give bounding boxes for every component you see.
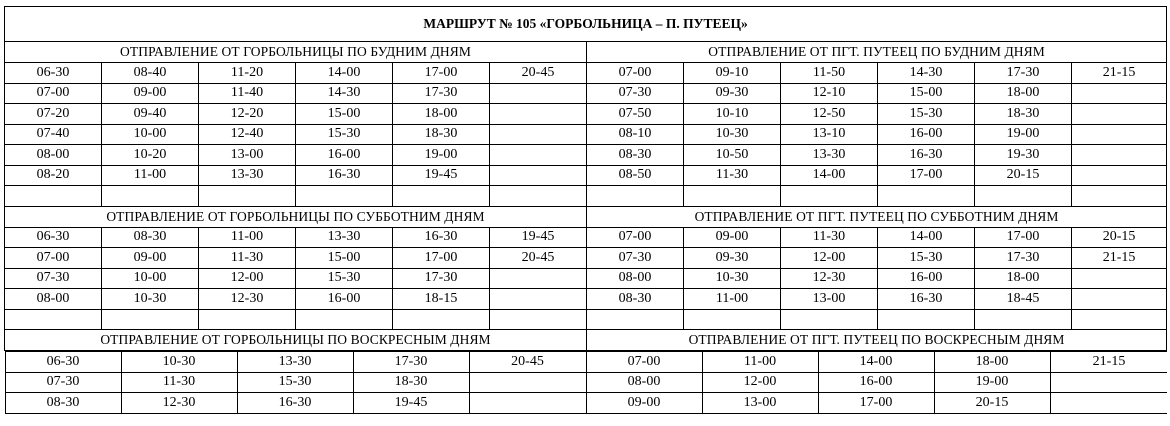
time-cell: 16-00 (878, 124, 975, 145)
time-cell: 06-30 (5, 227, 102, 248)
time-cell: 15-00 (296, 248, 393, 269)
time-cell: 16-30 (878, 289, 975, 310)
section-header-row-weekdays (5, 42, 1167, 63)
time-cell: 17-30 (975, 248, 1072, 269)
time-cell: 11-30 (199, 248, 296, 269)
time-cell: 12-30 (781, 268, 878, 289)
time-cell: 15-30 (878, 248, 975, 269)
time-cell: 20-15 (934, 393, 1050, 414)
time-cell: 10-30 (121, 352, 237, 373)
time-cell: 16-30 (296, 165, 393, 186)
table-row (5, 289, 1167, 310)
time-cell: 12-00 (199, 268, 296, 289)
time-cell: 08-10 (587, 124, 684, 145)
time-cell: 15-30 (296, 268, 393, 289)
time-cell: 09-30 (684, 83, 781, 104)
time-cell: 17-30 (393, 83, 490, 104)
time-cell: 12-50 (781, 104, 878, 125)
time-cell: 18-30 (975, 104, 1072, 125)
time-cell: 12-30 (121, 393, 237, 414)
time-cell: 11-30 (781, 227, 878, 248)
time-cell: 13-30 (199, 165, 296, 186)
table-row (5, 83, 1167, 104)
table-row (5, 165, 1167, 186)
time-cell: 21-15 (1072, 248, 1167, 269)
time-cell: 07-00 (586, 352, 702, 373)
time-cell (490, 309, 587, 330)
time-cell: 10-10 (684, 104, 781, 125)
time-cell (1050, 393, 1167, 414)
time-cell: 19-45 (490, 227, 587, 248)
table-row (5, 352, 1167, 373)
time-cell: 10-30 (684, 268, 781, 289)
time-cell: 14-00 (878, 227, 975, 248)
table-row (5, 248, 1167, 269)
time-cell: 07-00 (5, 248, 102, 269)
time-cell: 18-30 (353, 372, 469, 393)
time-cell: 19-00 (975, 124, 1072, 145)
time-cell: 16-30 (237, 393, 353, 414)
time-cell: 09-00 (586, 393, 702, 414)
time-cell (878, 186, 975, 207)
time-cell (490, 104, 587, 125)
time-cell: 12-00 (702, 372, 818, 393)
time-cell: 14-00 (781, 165, 878, 186)
time-cell: 08-20 (5, 165, 102, 186)
table-row (5, 268, 1167, 289)
time-cell: 07-30 (5, 372, 121, 393)
time-cell: 07-50 (587, 104, 684, 125)
table-row (5, 124, 1167, 145)
time-cell (469, 393, 586, 414)
time-cell: 19-00 (934, 372, 1050, 393)
time-cell: 08-40 (102, 63, 199, 84)
time-cell (490, 83, 587, 104)
time-cell: 14-30 (296, 83, 393, 104)
time-cell (1050, 372, 1167, 393)
time-cell: 16-00 (818, 372, 934, 393)
section-header-row-sundays (5, 330, 1167, 351)
time-cell: 11-00 (702, 352, 818, 373)
time-cell: 14-00 (818, 352, 934, 373)
time-cell: 16-00 (296, 145, 393, 166)
time-cell: 20-15 (1072, 227, 1167, 248)
time-cell: 15-30 (237, 372, 353, 393)
time-cell: 21-15 (1072, 63, 1167, 84)
section-header-sundays-right: ОТПРАВЛЕНИЕ ОТ ПГТ. ПУТЕЕЦ ПО ВОСКРЕСНЫМ ДНЯМ (587, 330, 1167, 351)
time-cell (490, 145, 587, 166)
schedule-sheet (4, 6, 1166, 422)
time-cell: 09-30 (684, 248, 781, 269)
time-cell (684, 186, 781, 207)
time-cell (587, 309, 684, 330)
time-cell (1072, 83, 1167, 104)
time-cell: 10-20 (102, 145, 199, 166)
time-cell: 16-00 (296, 289, 393, 310)
time-cell (199, 309, 296, 330)
time-cell (684, 309, 781, 330)
time-cell (490, 268, 587, 289)
time-cell: 06-30 (5, 63, 102, 84)
time-cell: 13-30 (781, 145, 878, 166)
time-cell (490, 186, 587, 207)
table-row (5, 104, 1167, 125)
time-cell: 13-10 (781, 124, 878, 145)
time-cell: 07-30 (587, 83, 684, 104)
time-cell: 20-45 (490, 248, 587, 269)
route-title: МАРШРУТ № 105 «ГОРБОЛЬНИЦА – П. ПУТЕЕЦ» (5, 7, 1167, 42)
time-cell: 18-00 (975, 268, 1072, 289)
time-cell (5, 309, 102, 330)
time-cell: 16-30 (878, 145, 975, 166)
time-cell: 16-00 (878, 268, 975, 289)
time-cell: 08-50 (587, 165, 684, 186)
time-cell: 08-30 (5, 393, 121, 414)
section-header-weekdays-left: ОТПРАВЛЕНИЕ ОТ ГОРБОЛЬНИЦЫ ПО БУДНИМ ДНЯМ (5, 42, 587, 63)
time-cell: 11-50 (781, 63, 878, 84)
time-cell: 09-10 (684, 63, 781, 84)
time-cell: 18-00 (934, 352, 1050, 373)
time-cell (199, 186, 296, 207)
time-cell: 10-00 (102, 124, 199, 145)
table-row (5, 145, 1167, 166)
time-cell (490, 289, 587, 310)
section-header-weekdays-right: ОТПРАВЛЕНИЕ ОТ ПГТ. ПУТЕЕЦ ПО БУДНИМ ДНЯМ (587, 42, 1167, 63)
time-cell (1072, 104, 1167, 125)
time-cell (5, 186, 102, 207)
time-cell (1072, 289, 1167, 310)
time-cell: 18-45 (975, 289, 1072, 310)
section-header-saturdays-left: ОТПРАВЛЕНИЕ ОТ ГОРБОЛЬНИЦЫ ПО СУББОТНИМ ДНЯМ (5, 206, 587, 227)
time-cell: 17-00 (818, 393, 934, 414)
time-cell: 08-30 (102, 227, 199, 248)
time-cell: 07-30 (5, 268, 102, 289)
section-header-row-saturdays (5, 206, 1167, 227)
time-cell: 09-00 (102, 248, 199, 269)
time-cell (490, 124, 587, 145)
time-cell (975, 309, 1072, 330)
time-cell (587, 186, 684, 207)
time-cell: 10-50 (684, 145, 781, 166)
time-cell: 08-30 (587, 145, 684, 166)
section-header-saturdays-right: ОТПРАВЛЕНИЕ ОТ ПГТ. ПУТЕЕЦ ПО СУББОТНИМ ДНЯМ (587, 206, 1167, 227)
time-cell (393, 186, 490, 207)
time-cell: 07-20 (5, 104, 102, 125)
time-cell (781, 186, 878, 207)
time-cell: 12-20 (199, 104, 296, 125)
time-cell (1072, 268, 1167, 289)
time-cell: 12-10 (781, 83, 878, 104)
table-row (5, 309, 1167, 330)
time-cell: 08-00 (5, 289, 102, 310)
time-cell (469, 372, 586, 393)
time-cell: 12-00 (781, 248, 878, 269)
time-cell (393, 309, 490, 330)
time-cell: 12-40 (199, 124, 296, 145)
time-cell: 16-30 (393, 227, 490, 248)
time-cell: 17-30 (353, 352, 469, 373)
time-cell: 19-45 (353, 393, 469, 414)
time-cell: 14-30 (878, 63, 975, 84)
time-cell: 17-00 (975, 227, 1072, 248)
time-cell: 13-00 (199, 145, 296, 166)
time-cell (1072, 309, 1167, 330)
time-cell (1072, 165, 1167, 186)
time-cell: 11-00 (684, 289, 781, 310)
time-cell: 06-30 (5, 352, 121, 373)
schedule-table (4, 6, 1167, 414)
time-cell: 08-30 (587, 289, 684, 310)
table-row (5, 227, 1167, 248)
time-cell: 09-40 (102, 104, 199, 125)
time-cell: 13-00 (781, 289, 878, 310)
time-cell: 19-00 (393, 145, 490, 166)
time-cell: 21-15 (1050, 352, 1167, 373)
time-cell (296, 309, 393, 330)
time-cell: 13-30 (237, 352, 353, 373)
time-cell: 18-00 (975, 83, 1072, 104)
time-cell: 10-30 (102, 289, 199, 310)
time-cell: 18-15 (393, 289, 490, 310)
time-cell (975, 186, 1072, 207)
time-cell: 13-00 (702, 393, 818, 414)
time-cell: 17-00 (393, 63, 490, 84)
time-cell (102, 309, 199, 330)
table-row (5, 186, 1167, 207)
time-cell: 07-30 (587, 248, 684, 269)
time-cell (878, 309, 975, 330)
time-cell (296, 186, 393, 207)
time-cell: 11-00 (199, 227, 296, 248)
time-cell (102, 186, 199, 207)
time-cell: 15-00 (878, 83, 975, 104)
time-cell (1072, 145, 1167, 166)
table-row (5, 372, 1167, 393)
time-cell: 17-30 (393, 268, 490, 289)
time-cell: 20-15 (975, 165, 1072, 186)
time-cell: 10-00 (102, 268, 199, 289)
table-row (5, 63, 1167, 84)
time-cell: 15-30 (296, 124, 393, 145)
time-cell: 17-30 (975, 63, 1072, 84)
time-cell (490, 165, 587, 186)
sunday-subtable (5, 351, 1167, 414)
time-cell: 17-00 (878, 165, 975, 186)
section-header-sundays-left: ОТПРАВЛЕНИЕ ОТ ГОРБОЛЬНИЦЫ ПО ВОСКРЕСНЫМ ДНЯМ (5, 330, 587, 351)
time-cell: 07-40 (5, 124, 102, 145)
time-cell: 13-30 (296, 227, 393, 248)
time-cell: 14-00 (296, 63, 393, 84)
time-cell: 20-45 (490, 63, 587, 84)
time-cell: 09-00 (102, 83, 199, 104)
time-cell: 07-00 (587, 227, 684, 248)
time-cell: 20-45 (469, 352, 586, 373)
time-cell: 11-30 (121, 372, 237, 393)
time-cell: 11-30 (684, 165, 781, 186)
time-cell: 10-30 (684, 124, 781, 145)
time-cell: 11-20 (199, 63, 296, 84)
time-cell: 09-00 (684, 227, 781, 248)
time-cell (1072, 186, 1167, 207)
time-cell: 18-30 (393, 124, 490, 145)
sunday-rows-wrapper (5, 351, 1167, 414)
time-cell: 08-00 (586, 372, 702, 393)
time-cell (781, 309, 878, 330)
time-cell: 18-00 (393, 104, 490, 125)
time-cell: 11-00 (102, 165, 199, 186)
table-row (5, 393, 1167, 414)
time-cell: 15-30 (878, 104, 975, 125)
time-cell: 17-00 (393, 248, 490, 269)
time-cell: 11-40 (199, 83, 296, 104)
time-cell: 19-30 (975, 145, 1072, 166)
time-cell: 12-30 (199, 289, 296, 310)
time-cell: 08-00 (5, 145, 102, 166)
time-cell: 19-45 (393, 165, 490, 186)
time-cell: 15-00 (296, 104, 393, 125)
time-cell: 07-00 (5, 83, 102, 104)
time-cell: 07-00 (587, 63, 684, 84)
time-cell: 08-00 (587, 268, 684, 289)
time-cell (1072, 124, 1167, 145)
